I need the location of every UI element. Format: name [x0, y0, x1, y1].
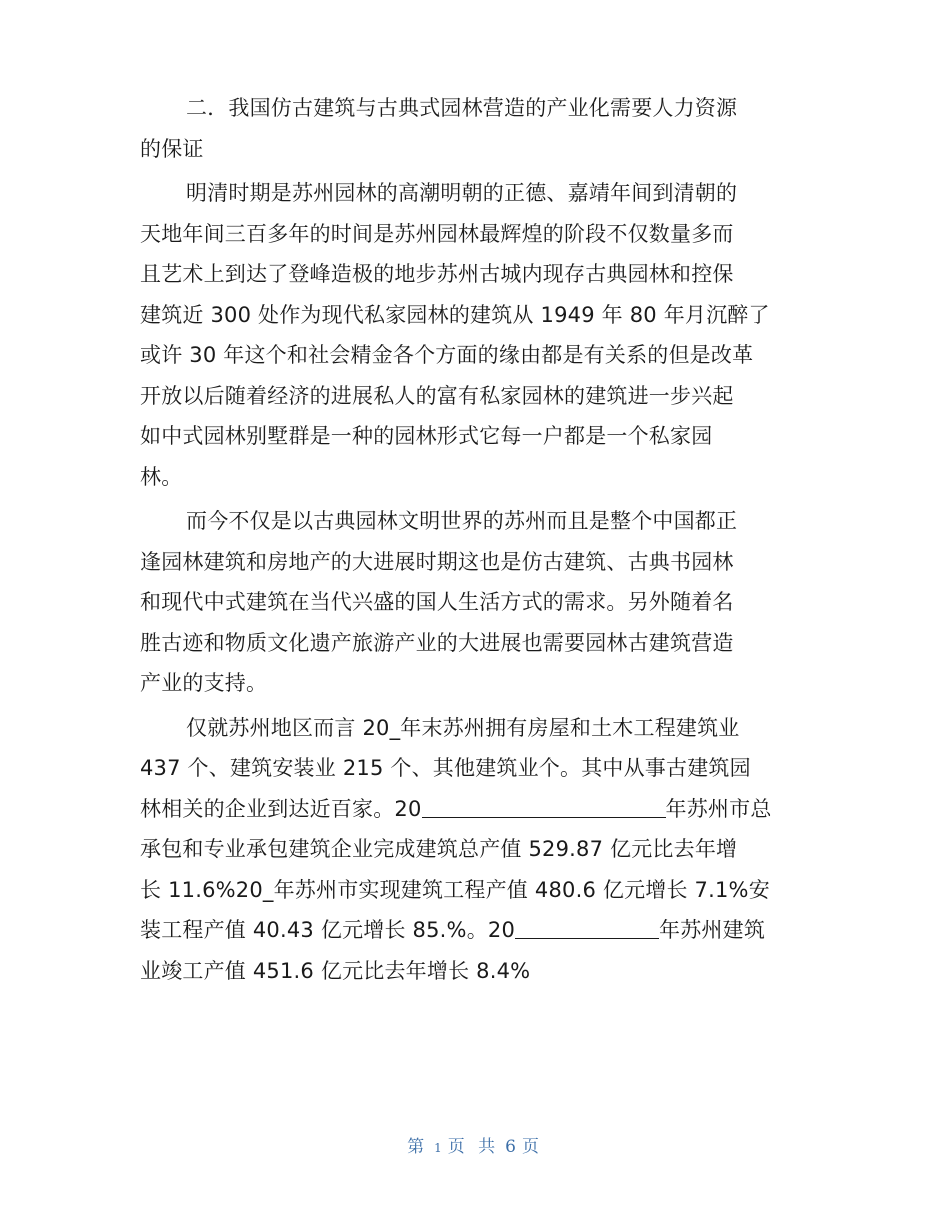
- text-line: 如中式园林别墅群是一种的园林形式它每一户都是一个私家园: [140, 424, 713, 448]
- blank-underline: [422, 791, 666, 818]
- text-line: 逢园林建筑和房地产的大进展时期这也是仿古建筑、古典书园林: [140, 549, 734, 574]
- document-body: [140, 88, 810, 995]
- text-line: 仅就苏州地区而言 20_年末苏州拥有房屋和土木工程建筑业: [186, 715, 740, 740]
- text-line: 承包和专业承包建筑企业完成建筑总产值 529.87 亿元比去年增: [140, 837, 738, 861]
- text-line: 开放以后随着经济的进展私人的富有私家园林的建筑进一步兴起: [140, 383, 734, 408]
- footer-label-page: 第: [407, 1137, 429, 1157]
- heading-line: 的保证: [140, 136, 204, 161]
- text-line: [140, 910, 810, 951]
- footer-label-unit2: 页: [521, 1137, 543, 1157]
- text-line: 业竣工产值 451.6 亿元比去年增长 8.4%: [140, 958, 531, 983]
- blank-underline: [515, 912, 659, 939]
- text-line: 或许 30 年这个和社会精金各个方面的缘由都是有关系的但是改革: [140, 343, 754, 367]
- text-line: 和现代中式建筑在当代兴盛的国人生活方式的需求。另外随着名: [140, 590, 734, 614]
- heading-line: 二．我国仿古建筑与古典式园林营造的产业化需要人力资源: [186, 96, 738, 120]
- paragraph-modern: [140, 501, 810, 704]
- section-heading: [140, 88, 810, 169]
- text-line: 天地年间三百多年的时间是苏州园林最辉煌的阶段不仅数量多而: [140, 221, 734, 246]
- footer-label-total: 共: [478, 1137, 500, 1157]
- text-line: [140, 789, 810, 830]
- current-page-number: 1: [434, 1141, 442, 1155]
- text-segment: 装工程产值 40.43 亿元增长 85.%。20: [140, 918, 516, 942]
- text-line: 胜古迹和物质文化遗产旅游产业的大进展也需要园林古建筑营造: [140, 630, 734, 655]
- text-line: 建筑近 300 处作为现代私家园林的建筑从 1949 年 80 年月沉醉了: [140, 302, 770, 327]
- paragraph-statistics: [140, 708, 810, 992]
- text-segment: 年苏州市总: [665, 796, 772, 821]
- text-line: 林。: [140, 464, 183, 489]
- paragraph-ming-qing: [140, 173, 810, 497]
- text-line: 且艺术上到达了登峰造极的地步苏州古城内现存古典园林和控保: [140, 262, 734, 286]
- text-line: 明清时期是苏州园林的高潮明朝的正德、嘉靖年间到清朝的: [186, 181, 738, 205]
- text-line: 长 11.6%20_年苏州市实现建筑工程产值 480.6 亿元增长 7.1%安: [140, 877, 770, 902]
- text-segment: 年苏州建筑: [659, 918, 766, 942]
- text-line: 产业的支持。: [140, 671, 268, 695]
- footer-label-unit: 页: [447, 1137, 469, 1157]
- text-segment: 林相关的企业到达近百家。20: [140, 796, 422, 821]
- total-pages-number: 6: [505, 1137, 516, 1157]
- text-line: 437 个、建筑安装业 215 个、其他建筑业个。其中从事古建筑园: [140, 756, 751, 780]
- text-line: 而今不仅是以古典园林文明世界的苏州而且是整个中国都正: [186, 509, 738, 533]
- page-footer: [0, 1132, 950, 1157]
